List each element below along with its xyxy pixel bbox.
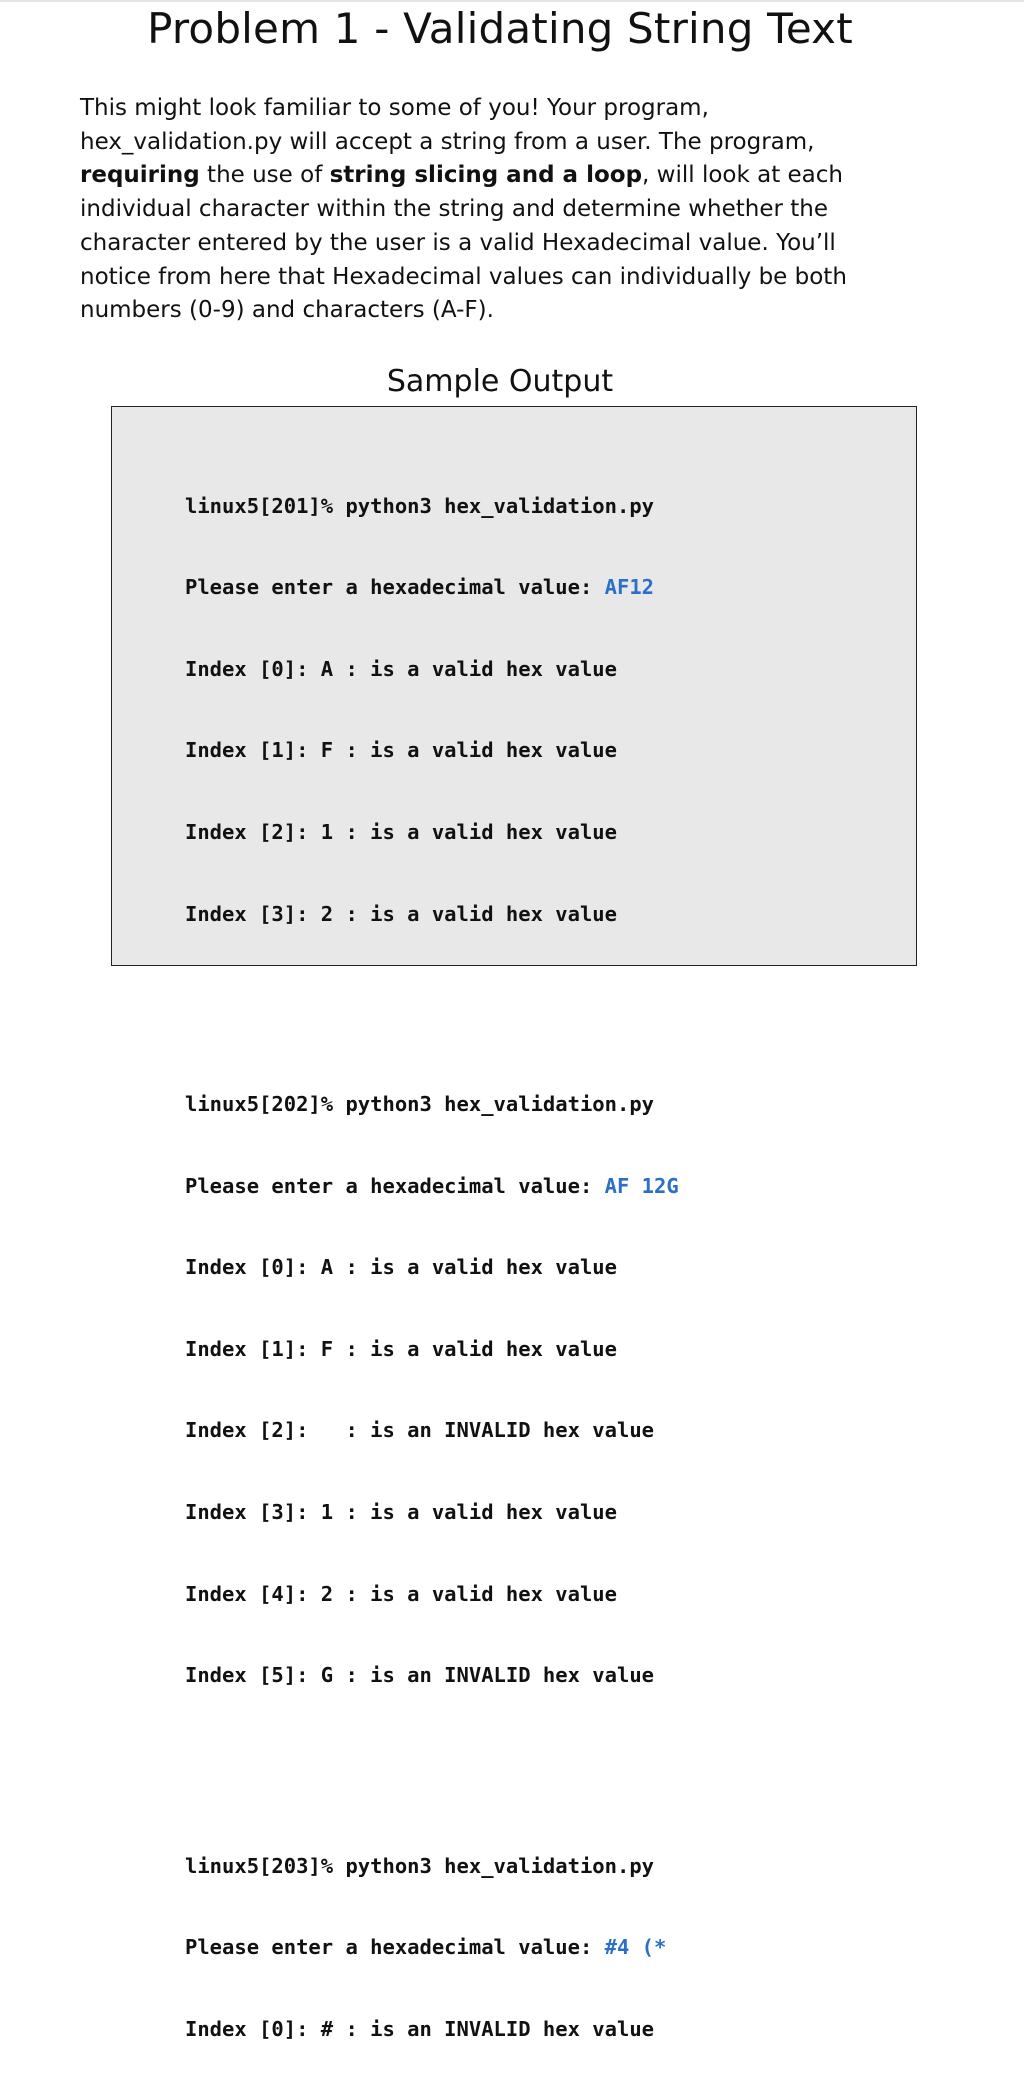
- top-divider: [0, 0, 1024, 2]
- terminal-command-line: linux5[201]% python3 hex_validation.py: [185, 493, 654, 518]
- terminal-command-line: linux5[203]% python3 hex_validation.py: [185, 1853, 654, 1878]
- intro-text: the use of: [199, 162, 330, 189]
- intro-emphasis: requiring: [80, 162, 200, 189]
- terminal-prompt-line: [185, 1173, 679, 1200]
- intro-line: hex_validation.py will accept a string from a user. The program,: [80, 128, 815, 155]
- terminal-result-line: Index [2]: 1 : is a valid hex value: [185, 819, 617, 844]
- prompt-text: Please enter a hexadecimal value:: [185, 575, 605, 600]
- terminal-result-line: Index [1]: F : is a valid hex value: [185, 738, 617, 763]
- user-input-value: AF 12G: [604, 1173, 679, 1198]
- page-title: Problem 1 - Validating String Text: [147, 4, 853, 53]
- intro-line: notice from here that Hexadecimal values can individually be both: [80, 263, 847, 290]
- intro-emphasis: string slicing and a loop: [329, 162, 643, 189]
- intro-line: This might look familiar to some of you! Your program,: [80, 95, 709, 121]
- terminal-result-line: Index [5]: G : is an INVALID hex value: [185, 1663, 654, 1688]
- terminal-prompt-line: [185, 1934, 679, 1961]
- sample-output-heading: Sample Output: [386, 364, 614, 399]
- terminal-result-line: Index [2]: : is an INVALID hex value: [185, 1418, 654, 1443]
- terminal-blank-line: [185, 1744, 679, 1771]
- intro-paragraph: [80, 92, 920, 328]
- intro-line: [80, 159, 920, 193]
- terminal-prompt-line: [185, 574, 679, 601]
- terminal-command-line: linux5[202]% python3 hex_validation.py: [185, 1091, 654, 1116]
- intro-text: , will look at each: [642, 162, 844, 189]
- terminal-result-line: Index [1]: F : is a valid hex value: [185, 1336, 617, 1361]
- terminal-result-line: Index [3]: 1 : is a valid hex value: [185, 1499, 617, 1524]
- intro-line: numbers (0-9) and characters (A-F).: [80, 297, 494, 324]
- intro-line: character entered by the user is a valid Hexadecimal value. You’ll: [80, 229, 836, 256]
- user-input-value: #4 (*: [604, 1935, 667, 1960]
- user-input-value: AF12: [604, 575, 655, 600]
- sample-output-terminal: [111, 406, 917, 2041]
- prompt-text: Please enter a hexadecimal value:: [185, 1173, 605, 1198]
- terminal-result-line: Index [0]: A : is a valid hex value: [185, 1255, 617, 1280]
- intro-line: individual character within the string and determine whether the: [80, 196, 829, 223]
- terminal-result-line: Index [3]: 2 : is a valid hex value: [185, 901, 617, 926]
- terminal-result-line: Index [0]: # : is an INVALID hex value: [185, 2016, 654, 2041]
- terminal-result-line: Index [0]: A : is a valid hex value: [185, 656, 617, 681]
- terminal-result-line: Index [4]: 2 : is a valid hex value: [185, 1581, 617, 1606]
- prompt-text: Please enter a hexadecimal value:: [185, 1935, 605, 1960]
- terminal-lines: [185, 411, 679, 2097]
- terminal-blank-line: [185, 982, 679, 1009]
